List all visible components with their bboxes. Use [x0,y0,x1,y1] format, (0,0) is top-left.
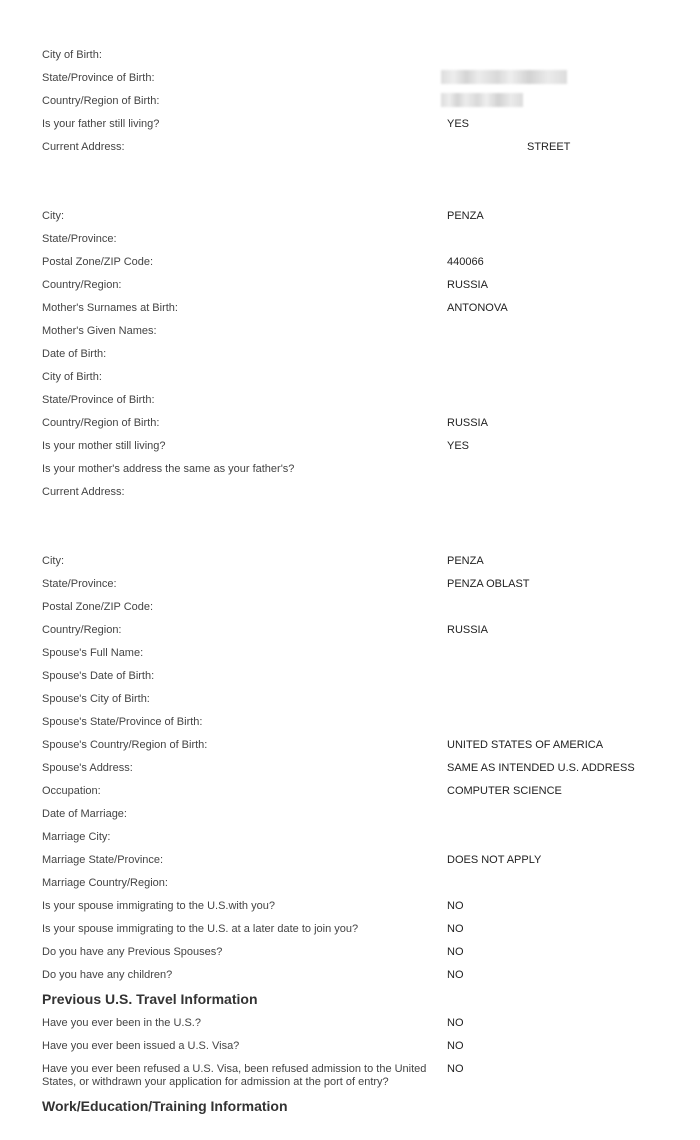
field-value: UNITED STATES OF AMERICA [447,739,604,751]
field-label: Is your mother's address the same as your father's? [42,463,295,475]
section-heading-travel: Previous U.S. Travel Information [42,991,258,1007]
form-row [42,481,662,504]
field-label: Country/Region: [42,624,122,636]
redacted-value [441,93,523,107]
form-row [42,642,662,665]
form-row [42,297,662,320]
field-label: Do you have any children? [42,969,173,981]
address-spacer [42,159,662,205]
field-value: RUSSIA [447,417,488,429]
field-label: City: [42,210,64,222]
field-label: State/Province: [42,578,117,590]
form-row [42,688,662,711]
field-label: State/Province of Birth: [42,394,155,406]
field-label: Date of Birth: [42,348,107,360]
mother-address-spouse-group [42,550,662,987]
travel-group [42,1012,662,1094]
form-row [42,1058,662,1094]
form-row [42,1035,662,1058]
father-birth-group [42,44,662,159]
field-value: ANTONOVA [447,302,508,314]
field-label: Current Address: [42,141,125,153]
field-label: State/Province of Birth: [42,72,155,84]
field-label: Mother's Surnames at Birth: [42,302,178,314]
form-row [42,895,662,918]
form-page [42,44,662,1119]
redacted-value [441,70,567,84]
field-label: Spouse's Full Name: [42,647,144,659]
field-label: State/Province: [42,233,117,245]
form-row [42,573,662,596]
field-label: Do you have any Previous Spouses? [42,946,223,958]
form-row [42,619,662,642]
field-label: Postal Zone/ZIP Code: [42,601,154,613]
field-label: City of Birth: [42,49,102,61]
field-label: Spouse's State/Province of Birth: [42,716,203,728]
field-label: Spouse's Date of Birth: [42,670,155,682]
field-value: YES [447,118,470,130]
field-value: NO [447,1017,464,1029]
field-value: SAME AS INTENDED U.S. ADDRESS [447,762,635,774]
field-label: Marriage City: [42,831,111,843]
form-row [42,320,662,343]
field-label: Current Address: [42,486,125,498]
form-row [42,826,662,849]
form-row [42,205,662,228]
address-spacer [42,504,662,550]
form-row [42,228,662,251]
field-value: NO [447,946,464,958]
field-label: Is your mother still living? [42,440,166,452]
field-value: PENZA [447,555,484,567]
field-label: Have you ever been in the U.S.? [42,1017,201,1029]
field-label: Spouse's Address: [42,762,133,774]
father-address-mother-group [42,205,662,504]
form-row [42,941,662,964]
form-row [42,734,662,757]
field-label: Country/Region: [42,279,122,291]
field-value: NO [447,923,464,935]
field-label: Postal Zone/ZIP Code: [42,256,154,268]
field-label: Country/Region of Birth: [42,95,160,107]
form-row [42,849,662,872]
form-row [42,918,662,941]
form-row [42,711,662,734]
form-row [42,412,662,435]
field-value: STREET [527,141,571,153]
form-row [42,872,662,895]
form-row [42,596,662,619]
field-label: Spouse's City of Birth: [42,693,150,705]
form-row [42,251,662,274]
field-label: Occupation: [42,785,101,797]
field-value: NO [447,900,464,912]
form-row [42,435,662,458]
field-label: Marriage Country/Region: [42,877,168,889]
field-value: DOES NOT APPLY [447,854,542,866]
field-value: COMPUTER SCIENCE [447,785,562,797]
form-row [42,90,662,113]
form-row [42,113,662,136]
form-row [42,665,662,688]
section-heading-work: Work/Education/Training Information [42,1098,288,1114]
field-value: RUSSIA [447,279,488,291]
form-row [42,964,662,987]
form-row [42,780,662,803]
form-row [42,366,662,389]
field-label: Mother's Given Names: [42,325,157,337]
field-label: Date of Marriage: [42,808,127,820]
field-value: YES [447,440,470,452]
form-row [42,44,662,67]
form-row [42,458,662,481]
form-row [42,343,662,366]
form-row [42,550,662,573]
field-label: Have you ever been issued a U.S. Visa? [42,1040,240,1052]
form-row [42,803,662,826]
field-label: Is your spouse immigrating to the U.S. at a later date to join you? [42,923,359,935]
field-label: Marriage State/Province: [42,854,164,866]
field-value: 440066 [447,256,484,268]
form-row [42,274,662,297]
form-row [42,67,662,90]
field-value: NO [447,1040,464,1052]
field-label: City: [42,555,64,567]
field-value: PENZA [447,210,484,222]
field-label: Country/Region of Birth: [42,417,160,429]
field-label: Is your father still living? [42,118,160,130]
field-value: NO [447,969,464,981]
field-value: PENZA OBLAST [447,578,530,590]
form-row [42,757,662,780]
field-value: NO [447,1063,464,1075]
field-label: Is your spouse immigrating to the U.S.with you? [42,900,275,912]
field-label: Spouse's Country/Region of Birth: [42,739,208,751]
form-row [42,136,662,159]
field-label: Have you ever been refused a U.S. Visa, been refused admission to the United States, or withdrawn your application for admission at the port of entry? [42,1063,427,1088]
field-label: City of Birth: [42,371,102,383]
form-row [42,1012,662,1035]
field-value: RUSSIA [447,624,488,636]
form-row [42,389,662,412]
